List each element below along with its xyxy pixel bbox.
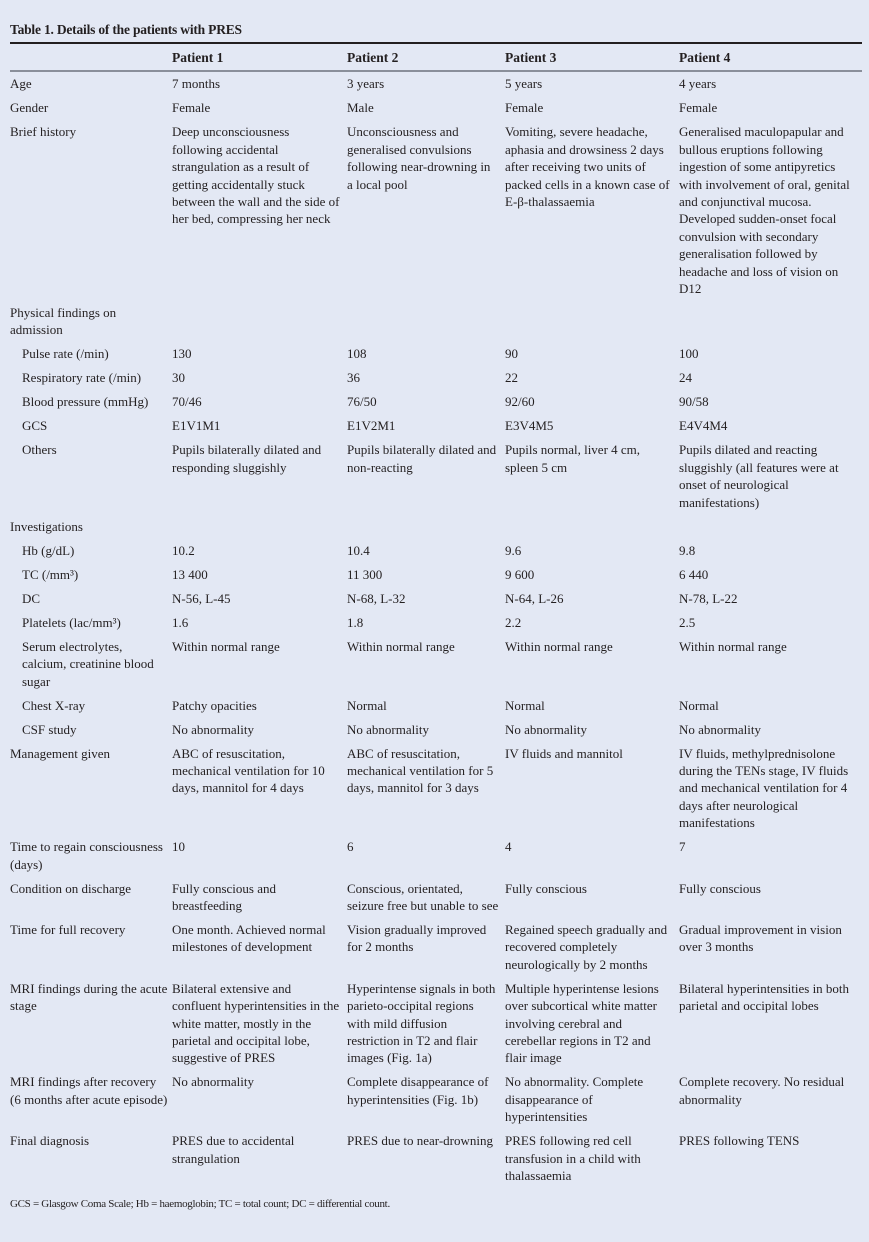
cell-patient-4: Within normal range	[679, 638, 787, 654]
row-label: DC	[22, 590, 41, 606]
row-label: Investigations	[10, 518, 83, 534]
cell-patient-3: N-64, L-26	[505, 590, 564, 606]
row-label: Respiratory rate (/min)	[22, 370, 142, 386]
table-row	[10, 742, 862, 836]
cell-patient-4: N-78, L-22	[679, 590, 738, 606]
table-row	[10, 390, 862, 414]
cell-patient-3: No abnormality	[505, 721, 587, 737]
table-title: Table 1. Details of the patients with PRES	[10, 22, 242, 37]
row-label: CSF study	[22, 721, 77, 737]
cell-patient-1: 130	[172, 346, 192, 362]
cell-patient-2: Normal	[347, 697, 387, 713]
cell-patient-3	[505, 301, 679, 342]
cell-patient-1: 1.6	[172, 614, 189, 630]
cell-patient-2: N-68, L-32	[347, 590, 406, 606]
cell-patient-4	[679, 515, 862, 539]
row-label: Gender	[10, 100, 49, 116]
cell-patient-4	[679, 301, 862, 342]
cell-patient-1: 7 months	[172, 76, 221, 92]
cell-patient-3: IV fluids and mannitol	[505, 745, 623, 761]
cell-patient-4: 4 years	[679, 76, 717, 92]
cell-patient-3: Female	[505, 100, 544, 116]
cell-patient-4: 24	[679, 370, 692, 386]
cell-patient-2: Pupils bilaterally dilated and non-reacting	[347, 442, 497, 475]
cell-patient-1: One month. Achieved normal milestones of development	[172, 921, 326, 955]
table-row	[10, 515, 862, 539]
cell-patient-2: No abnormality	[347, 721, 429, 737]
cell-patient-4: E4V4M4	[679, 418, 728, 434]
cell-patient-3: 22	[505, 370, 518, 386]
table-row	[10, 342, 862, 366]
row-label: Final diagnosis	[10, 1133, 90, 1149]
cell-patient-3: Multiple hyperintense lesions over subcortical white matter involving cerebral and cerebellar regions in T2 and flair image	[505, 980, 659, 1066]
cell-patient-2: 108	[347, 346, 367, 362]
table-row	[10, 96, 862, 120]
row-label: MRI findings after recovery (6 months after acute episode)	[10, 1074, 168, 1107]
cell-patient-1: 70/46	[172, 394, 202, 410]
cell-patient-4: IV fluids, methylprednisolone during the TENs stage, IV fluids and mechanical ventilation for 4 days after neurological manifestations	[679, 745, 849, 831]
cell-patient-4: Normal	[679, 697, 719, 713]
table-row	[10, 71, 862, 96]
header-row	[10, 43, 862, 71]
cell-patient-4: Fully conscious	[679, 880, 761, 896]
patients-table	[10, 42, 862, 1188]
cell-patient-1: Patchy opacities	[172, 697, 257, 713]
cell-patient-1: ABC of resuscitation, mechanical ventilation for 10 days, mannitol for 4 days	[172, 745, 325, 796]
row-label: Brief history	[10, 124, 77, 140]
cell-patient-1	[172, 515, 347, 539]
cell-patient-4: Complete recovery. No residual abnormality	[679, 1074, 845, 1107]
cell-patient-2: Male	[347, 100, 374, 116]
row-label: GCS	[22, 418, 48, 434]
row-label: Chest X-ray	[22, 697, 86, 713]
cell-patient-1: No abnormality	[172, 1074, 254, 1090]
table-row	[10, 1129, 862, 1188]
row-label: Age	[10, 76, 32, 92]
cell-patient-1: Fully conscious and breastfeeding	[172, 880, 276, 913]
cell-patient-3: PRES following red cell transfusion in a child with thalassaemia	[505, 1133, 641, 1183]
cell-patient-4: No abnormality	[679, 721, 761, 737]
cell-patient-3: 92/60	[505, 394, 535, 410]
cell-patient-1: 10	[172, 839, 185, 855]
cell-patient-3: Fully conscious	[505, 880, 587, 896]
footnote: GCS = Glasgow Coma Scale; Hb = haemoglobin; TC = total count; DC = differential count.	[10, 1198, 390, 1210]
table-row	[10, 539, 862, 563]
table-row	[10, 718, 862, 742]
cell-patient-4: 6 440	[679, 566, 709, 582]
row-label: Hb (g/dL)	[22, 542, 75, 558]
table-row	[10, 611, 862, 635]
row-label: Pulse rate (/min)	[22, 346, 109, 362]
cell-patient-2: 11 300	[347, 566, 383, 582]
cell-patient-2: Vision gradually improved for 2 months	[347, 921, 487, 955]
cell-patient-2: Conscious, orientated, seizure free but unable to see	[347, 880, 499, 913]
cell-patient-3: 2.2	[505, 614, 522, 630]
cell-patient-2	[347, 301, 505, 342]
row-label: MRI findings during the acute stage	[10, 980, 168, 1014]
cell-patient-2: Hyperintense signals in both parieto-occipital regions with mild diffusion restriction in T2 and flair images (Fig. 1a)	[347, 980, 496, 1066]
cell-patient-1: Within normal range	[172, 638, 280, 654]
cell-patient-3: Vomiting, severe headache, aphasia and drowsiness 2 days after receiving two units of packed cells in a known case of E-β-thalassaemia	[505, 124, 670, 210]
cell-patient-3: 9.6	[505, 542, 522, 558]
header-blank	[10, 43, 172, 71]
cell-patient-1: 30	[172, 370, 185, 386]
row-label: Condition on discharge	[10, 880, 132, 896]
row-label: Time to regain consciousness (days)	[10, 839, 163, 872]
table-row	[10, 635, 862, 694]
header-patient-2: Patient 2	[347, 43, 505, 71]
table-row	[10, 587, 862, 611]
cell-patient-1	[172, 301, 347, 342]
cell-patient-3: 5 years	[505, 76, 543, 92]
table-row	[10, 977, 862, 1071]
cell-patient-2: 10.4	[347, 542, 370, 558]
cell-patient-2: Unconsciousness and generalised convulsions following near-drowning in a local pool	[347, 124, 491, 192]
cell-patient-4: 90/58	[679, 394, 709, 410]
table-row	[10, 301, 862, 342]
table-row	[10, 877, 862, 918]
header-patient-4: Patient 4	[679, 43, 862, 71]
cell-patient-2: E1V2M1	[347, 418, 396, 434]
cell-patient-1: Female	[172, 100, 211, 116]
cell-patient-1: N-56, L-45	[172, 590, 231, 606]
row-label: Physical findings on admission	[10, 305, 117, 338]
cell-patient-4: 9.8	[679, 542, 696, 558]
row-label: Others	[22, 442, 57, 458]
table-row	[10, 120, 862, 301]
cell-patient-2: 76/50	[347, 394, 377, 410]
cell-patient-4: 100	[679, 346, 699, 362]
cell-patient-2: 36	[347, 370, 360, 386]
cell-patient-1: Pupils bilaterally dilated and responding sluggishly	[172, 442, 322, 475]
cell-patient-4: PRES following TENS	[679, 1133, 800, 1149]
table-row	[10, 366, 862, 390]
cell-patient-2: PRES due to near-drowning	[347, 1133, 493, 1149]
cell-patient-3: E3V4M5	[505, 418, 554, 434]
header-patient-3: Patient 3	[505, 43, 679, 71]
cell-patient-3: 4	[505, 839, 512, 855]
row-label: Management given	[10, 745, 110, 761]
cell-patient-3	[505, 515, 679, 539]
table-row	[10, 1070, 862, 1129]
cell-patient-1: PRES due to accidental strangulation	[172, 1133, 295, 1166]
cell-patient-2: Complete disappearance of hyperintensities (Fig. 1b)	[347, 1074, 489, 1107]
header-patient-1: Patient 1	[172, 43, 347, 71]
cell-patient-1: Deep unconsciousness following accidental strangulation as a result of getting accidentally stuck between the wall and the side of her bed, compressing her neck	[172, 124, 340, 227]
table-row	[10, 835, 862, 876]
cell-patient-4: Bilateral hyperintensities in both parietal and occipital lobes	[679, 980, 850, 1014]
cell-patient-2: 3 years	[347, 76, 385, 92]
table-row	[10, 694, 862, 718]
cell-patient-2: ABC of resuscitation, mechanical ventilation for 5 days, mannitol for 3 days	[347, 745, 494, 796]
cell-patient-4: 2.5	[679, 614, 696, 630]
cell-patient-4: Pupils dilated and reacting sluggishly (all features were at onset of neurological manifestations)	[679, 442, 839, 510]
row-label: Time for full recovery	[10, 921, 126, 937]
cell-patient-4: Female	[679, 100, 718, 116]
cell-patient-3: 90	[505, 346, 518, 362]
cell-patient-2: 6	[347, 839, 354, 855]
cell-patient-2	[347, 515, 505, 539]
cell-patient-4: 7	[679, 839, 686, 855]
cell-patient-3: Normal	[505, 697, 545, 713]
cell-patient-1: Bilateral extensive and confluent hyperintensities in the white matter, mostly in the parietal and occipital lobe, suggestive of PRES	[172, 980, 340, 1066]
table-row	[10, 563, 862, 587]
table-row	[10, 438, 862, 514]
row-label: TC (/mm³)	[22, 566, 79, 582]
cell-patient-3: 9 600	[505, 566, 535, 582]
cell-patient-2: Within normal range	[347, 638, 455, 654]
cell-patient-1: No abnormality	[172, 721, 254, 737]
cell-patient-1: 10.2	[172, 542, 195, 558]
cell-patient-4: Gradual improvement in vision over 3 months	[679, 921, 842, 955]
table-body	[10, 71, 862, 1188]
table-container	[10, 22, 862, 1210]
cell-patient-3: Within normal range	[505, 638, 613, 654]
row-label: Blood pressure (mmHg)	[22, 394, 149, 410]
cell-patient-2: 1.8	[347, 614, 364, 630]
cell-patient-1: E1V1M1	[172, 418, 221, 434]
table-row	[10, 414, 862, 438]
cell-patient-1: 13 400	[172, 566, 208, 582]
cell-patient-3: No abnormality. Complete disappearance of hyperintensities	[505, 1074, 644, 1125]
row-label: Platelets (lac/mm³)	[22, 614, 121, 630]
cell-patient-3: Pupils normal, liver 4 cm, spleen 5 cm	[505, 442, 641, 475]
row-label: Serum electrolytes, calcium, creatinine blood sugar	[22, 638, 154, 689]
table-row	[10, 918, 862, 977]
cell-patient-4: Generalised maculopapular and bullous eruptions following ingestion of some antipyretics with involvement of oral, genital and conjunctival mucosa. Developed sudden-onset focal convulsion with secondary generalisation followed by headache and loss of vision on D12	[679, 124, 850, 297]
cell-patient-3: Regained speech gradually and recovered completely neurologically by 2 months	[505, 921, 668, 972]
